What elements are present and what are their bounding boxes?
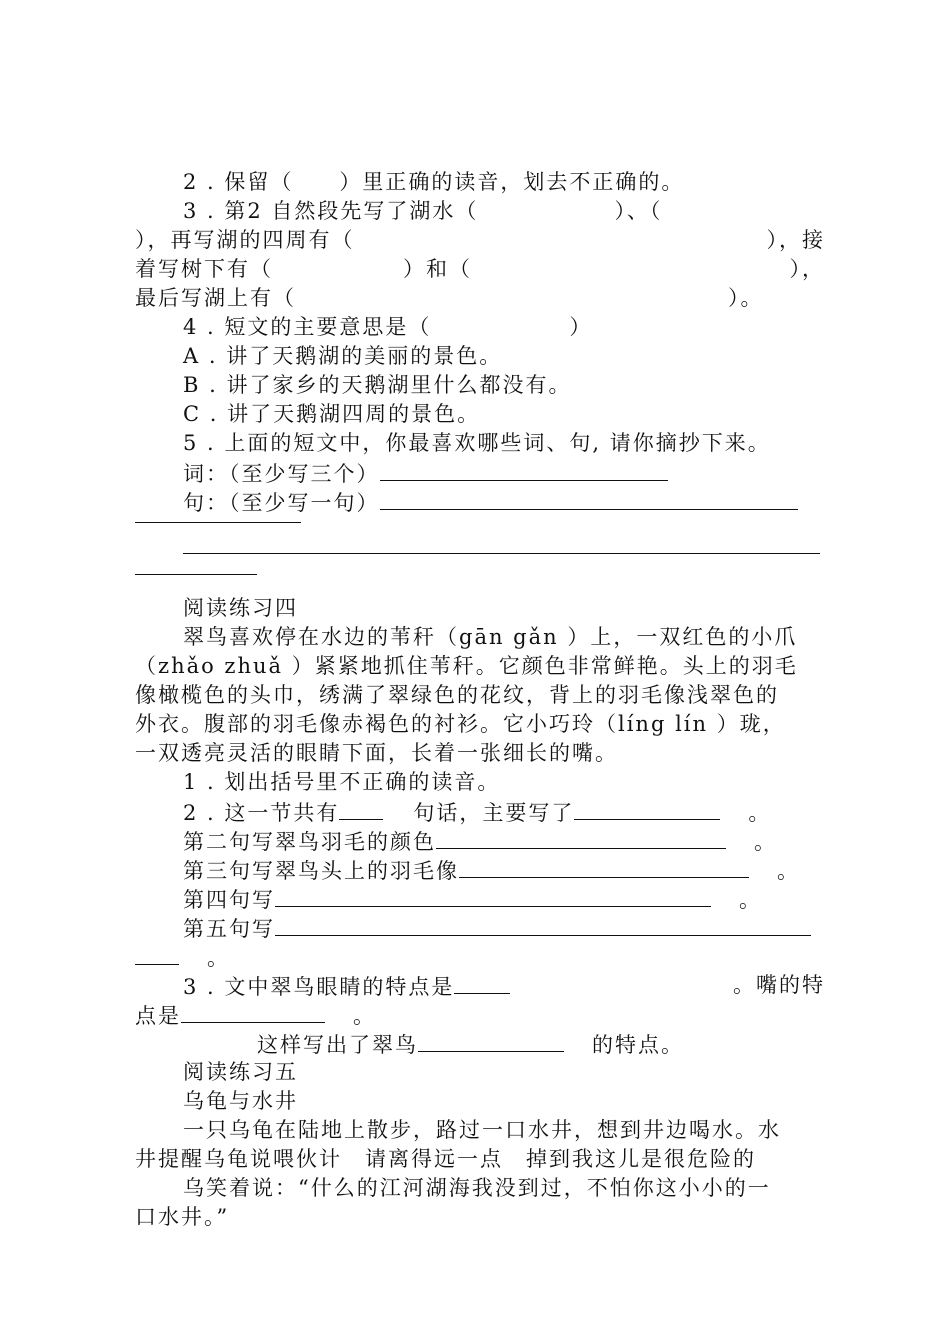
q2-line [135, 168, 825, 197]
s4-q3-line [135, 971, 825, 1000]
main-topic-blank[interactable] [574, 797, 720, 820]
s4-q1-text: 1 . 划出括号里不正确的读音。 [183, 770, 501, 794]
q3-text-g: ）， [789, 257, 825, 281]
worksheet-page [135, 168, 825, 1232]
s4-s5-cont-line [135, 942, 825, 971]
story-p2-line-2 [135, 1203, 825, 1232]
period: 。 [207, 946, 230, 970]
option-c[interactable] [135, 400, 825, 429]
s4-q1-line [135, 768, 825, 797]
period: 。 [777, 859, 800, 883]
sentence-answer-blank[interactable] [380, 487, 798, 510]
passage4-line-2 [135, 652, 825, 681]
s4-q2-text-a: 2 . 这一节共有 [183, 801, 340, 825]
q3-text-e: 着写树下有（ [135, 257, 273, 281]
s4-q2-text-b: 句话，主要写了 [413, 801, 575, 825]
story-p1-line-1 [135, 1116, 825, 1145]
passage4-line-1 [135, 623, 825, 652]
s4-s3-line [135, 855, 825, 884]
passage4-text: 外衣。腹部的羽毛像赤褐色的衬衫。它小巧玲（líng lín ）珑， [135, 712, 786, 736]
period: 。 [353, 1004, 376, 1028]
words-answer-blank[interactable] [380, 458, 668, 481]
option-b[interactable] [135, 371, 825, 400]
section5-title-text: 阅读练习五 [183, 1060, 298, 1084]
period: 。 [748, 801, 772, 825]
story-text: 井提醒乌龟说喂伙计 请离得远一点 掉到我这儿是很危险的 [135, 1147, 756, 1171]
sentence-label: 句：（至少写一句） [183, 491, 380, 515]
feature-summary-blank[interactable] [418, 1029, 564, 1052]
s4-s2-line [135, 826, 825, 855]
q3-line-2 [135, 226, 825, 255]
passage4-text: 像橄榄色的头巾，绣满了翠绿色的花纹，背上的羽毛像浅翠色的 [135, 683, 779, 707]
section5-title [135, 1058, 825, 1087]
answer-line[interactable] [135, 574, 257, 575]
eye-feature-blank[interactable] [454, 971, 510, 994]
q3-line-1 [135, 197, 825, 226]
s5-blank-cont[interactable] [135, 942, 179, 965]
s4-q3-text-b: 。嘴的特 [733, 973, 825, 997]
option-c-text: C . 讲了天鹅湖四周的景色。 [183, 402, 481, 426]
s4-q3-text-c: 点是 [135, 1004, 181, 1028]
q3-text-f: ）和（ [403, 257, 472, 281]
q2-text: 2 . 保留（ ）里正确的读音，划去不正确的。 [183, 170, 685, 194]
q4-line [135, 313, 825, 342]
period: 。 [739, 888, 762, 912]
words-label: 词：（至少写三个） [183, 462, 380, 486]
s4-q3-cont-line [135, 1000, 825, 1029]
s4-q3-text-d: 这样写出了翠鸟 [257, 1033, 418, 1057]
s4-q3-text-a: 3 . 文中翠鸟眼睛的特点是 [183, 975, 455, 999]
s4-s4-text: 第四句写 [183, 888, 275, 912]
q3-text-a: 3 . 第2 自然段先写了湖水（ [183, 199, 479, 223]
passage4-text: （zhǎo zhuǎ ）紧紧地抓住苇秆。它颜色非常鲜艳。头上的羽毛 [135, 654, 798, 678]
option-a[interactable] [135, 342, 825, 371]
q3-text-c: ），再写湖的四周有（ [135, 228, 355, 252]
option-b-text: B . 讲了家乡的天鹅湖里什么都没有。 [183, 373, 572, 397]
passage4-text: 一双透亮灵活的眼睛下面，长着一张细长的嘴。 [135, 741, 618, 765]
s4-s4-line [135, 884, 825, 913]
passage4-line-3 [135, 681, 825, 710]
s4-s3-text: 第三句写翠鸟头上的羽毛像 [183, 859, 459, 883]
passage4-text: 翠鸟喜欢停在水边的苇秆（gān gǎn ）上，一双红色的小爪 [183, 625, 798, 649]
story-p2-line-1 [135, 1174, 825, 1203]
q5-line [135, 429, 825, 458]
s4-blank[interactable] [275, 884, 711, 907]
q3-text-i: ）。 [728, 286, 764, 310]
story-text: 一只乌龟在陆地上散步，路过一口水井，想到井边喝水。水 [183, 1118, 781, 1142]
passage4-line-5 [135, 739, 825, 768]
s4-q3-text-e: 的特点。 [592, 1033, 684, 1057]
sentence-count-blank[interactable] [339, 797, 383, 820]
section4-title-text: 阅读练习四 [183, 596, 298, 620]
q3-line-3 [135, 255, 825, 284]
period: 。 [754, 830, 777, 854]
mouth-feature-blank[interactable] [181, 1000, 325, 1023]
q3-text-h: 最后写湖上有（ [135, 286, 296, 310]
s2-blank[interactable] [436, 826, 726, 849]
story-title-text: 乌龟与水井 [183, 1089, 298, 1113]
sentence-line [135, 487, 825, 516]
section4-title [135, 594, 825, 623]
story-p1-line-2 [135, 1145, 825, 1174]
sentence-cont-line-2 [135, 574, 825, 594]
passage4-line-4 [135, 710, 825, 739]
s4-s5-line [135, 913, 825, 942]
s5-blank[interactable] [275, 913, 811, 936]
s4-q2-line [135, 797, 825, 826]
s3-blank[interactable] [459, 855, 749, 878]
q5-text: 5 . 上面的短文中，你最喜欢哪些词、句, 请你摘抄下来。 [183, 431, 771, 455]
q3-text-b: ）、（ [614, 199, 663, 223]
s4-s5-text: 第五句写 [183, 917, 275, 941]
story-text: 口水井。” [135, 1205, 230, 1229]
sentence-line-2 [135, 545, 825, 574]
q4-text: 4 . 短文的主要意思是（ ） [183, 315, 593, 339]
s4-q3-summary-line [135, 1029, 825, 1058]
option-a-text: A . 讲了天鹅湖的美丽的景色。 [183, 344, 503, 368]
sentence-cont-line [135, 516, 825, 545]
story-title [135, 1087, 825, 1116]
q3-line-4 [135, 284, 825, 313]
story-text: 乌笑着说：“什么的江河湖海我没到过，不怕你这小小的一 [183, 1176, 771, 1200]
answer-line[interactable] [135, 522, 301, 523]
q3-text-d: ），接 [766, 228, 825, 252]
words-line [135, 458, 825, 487]
answer-line[interactable] [183, 553, 820, 554]
s4-s2-text: 第二句写翠鸟羽毛的颜色 [183, 830, 436, 854]
